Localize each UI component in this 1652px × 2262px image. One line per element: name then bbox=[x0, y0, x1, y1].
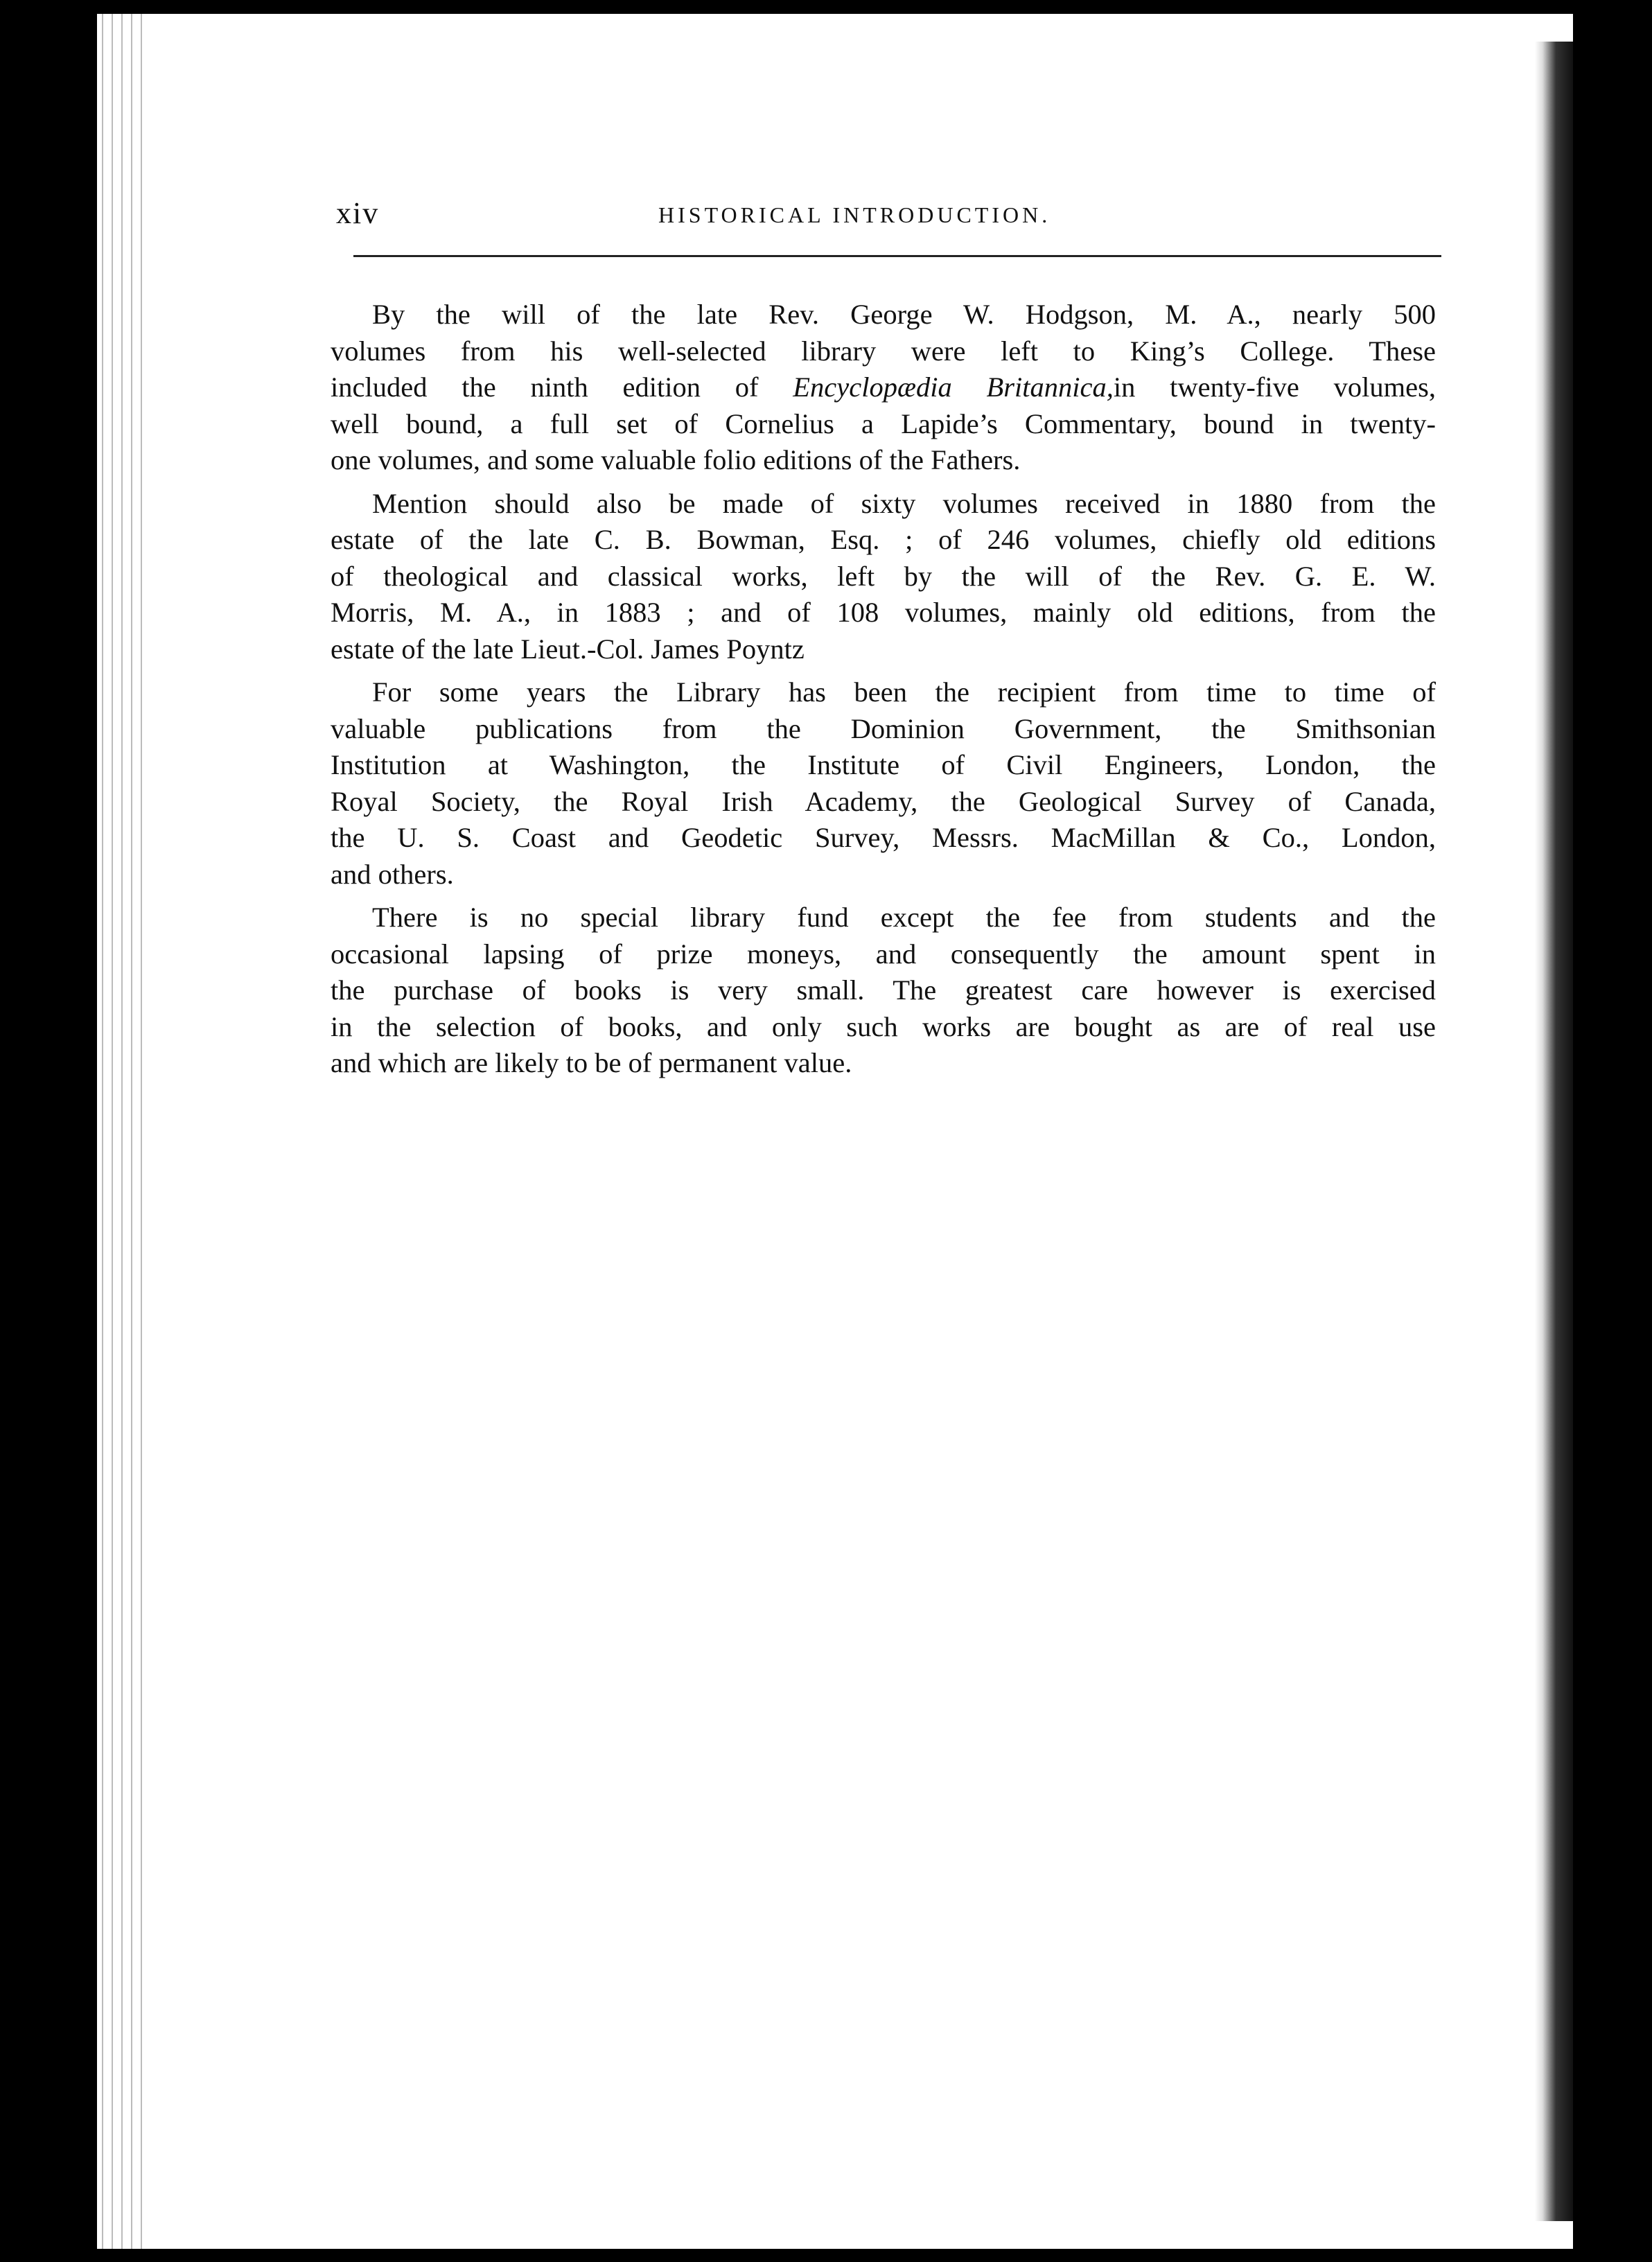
paragraph bbox=[331, 486, 1436, 668]
text-segment: valuable publications from the Dominion Government, the Smithsonian bbox=[331, 712, 1436, 744]
text-segment: estate of the late Lieut.-Col. James Poyntz bbox=[331, 633, 805, 665]
paragraph bbox=[331, 900, 1436, 1082]
text-segment: well bound, a full set of Cornelius a Lapide’s Commentary, bound in twenty- bbox=[331, 407, 1436, 439]
text-line bbox=[331, 820, 1436, 857]
text-line bbox=[331, 972, 1436, 1009]
text-segment: in the selection of books, and only such works are bought as are of real use bbox=[331, 1010, 1436, 1042]
text-line bbox=[331, 369, 1436, 406]
text-line bbox=[331, 486, 1436, 523]
text-segment: and which are likely to be of permanent value. bbox=[331, 1047, 852, 1078]
text-line bbox=[331, 711, 1436, 748]
text-line bbox=[331, 674, 1436, 711]
text-segment: included the ninth edition of bbox=[331, 371, 793, 403]
text-line bbox=[331, 297, 1436, 333]
text-segment: For some years the Library has been the recipient from time to time of bbox=[372, 676, 1436, 708]
text-line bbox=[331, 1009, 1436, 1046]
text-segment: Mention should also be made of sixty volumes received in 1880 from the bbox=[372, 487, 1436, 519]
text-line bbox=[331, 631, 1436, 668]
text-segment: and others. bbox=[331, 858, 454, 890]
text-line bbox=[331, 595, 1436, 631]
text-line bbox=[331, 857, 1436, 893]
text-segment: of theological and classical works, left by the will of the Rev. G. E. W. bbox=[331, 560, 1436, 592]
text-line bbox=[331, 442, 1436, 479]
page-number: xiv bbox=[336, 196, 380, 230]
text-segment: Encyclopædia Britannica, bbox=[793, 371, 1114, 403]
text-line bbox=[331, 559, 1436, 595]
text-segment: Institution at Washington, the Institute of Civil Engineers, London, the bbox=[331, 749, 1436, 780]
text-segment: Morris, M. A., in 1883 ; and of 108 volumes, mainly old editions, from the bbox=[331, 597, 1436, 628]
page-stack-edge bbox=[97, 14, 146, 2249]
text-line bbox=[331, 936, 1436, 973]
text-segment: in twenty-five volumes, bbox=[1113, 371, 1436, 403]
book-spine-edge bbox=[1535, 42, 1573, 2221]
text-segment: By the will of the late Rev. George W. Hodgson, M. A., nearly 500 bbox=[372, 299, 1436, 330]
text-segment: the purchase of books is very small. The greatest care however is exercised bbox=[331, 974, 1436, 1006]
running-head bbox=[97, 195, 1573, 251]
text-segment: occasional lapsing of prize moneys, and consequently the amount spent in bbox=[331, 938, 1436, 970]
book-page bbox=[97, 14, 1573, 2249]
text-segment: Royal Society, the Royal Irish Academy, the Geological Survey of Canada, bbox=[331, 785, 1436, 817]
text-segment: There is no special library fund except the fee from students and the bbox=[372, 902, 1436, 933]
header-rule bbox=[353, 255, 1441, 257]
text-segment: the U. S. Coast and Geodetic Survey, Messrs. MacMillan & Co., London, bbox=[331, 822, 1436, 853]
text-line bbox=[331, 784, 1436, 821]
paragraph bbox=[331, 297, 1436, 479]
text-segment: volumes from his well-selected library were left to King’s College. These bbox=[331, 335, 1436, 367]
text-line bbox=[331, 1045, 1436, 1082]
body-text bbox=[331, 297, 1436, 1082]
text-line bbox=[331, 522, 1436, 559]
text-line bbox=[331, 900, 1436, 936]
paragraph bbox=[331, 674, 1436, 893]
running-title: HISTORICAL INTRODUCTION. bbox=[658, 202, 1051, 227]
text-segment: estate of the late C. B. Bowman, Esq. ; of 246 volumes, chiefly old editions bbox=[331, 524, 1436, 555]
text-line bbox=[331, 747, 1436, 784]
text-line bbox=[331, 333, 1436, 370]
text-line bbox=[331, 406, 1436, 443]
text-segment: one volumes, and some valuable folio editions of the Fathers. bbox=[331, 444, 1021, 475]
